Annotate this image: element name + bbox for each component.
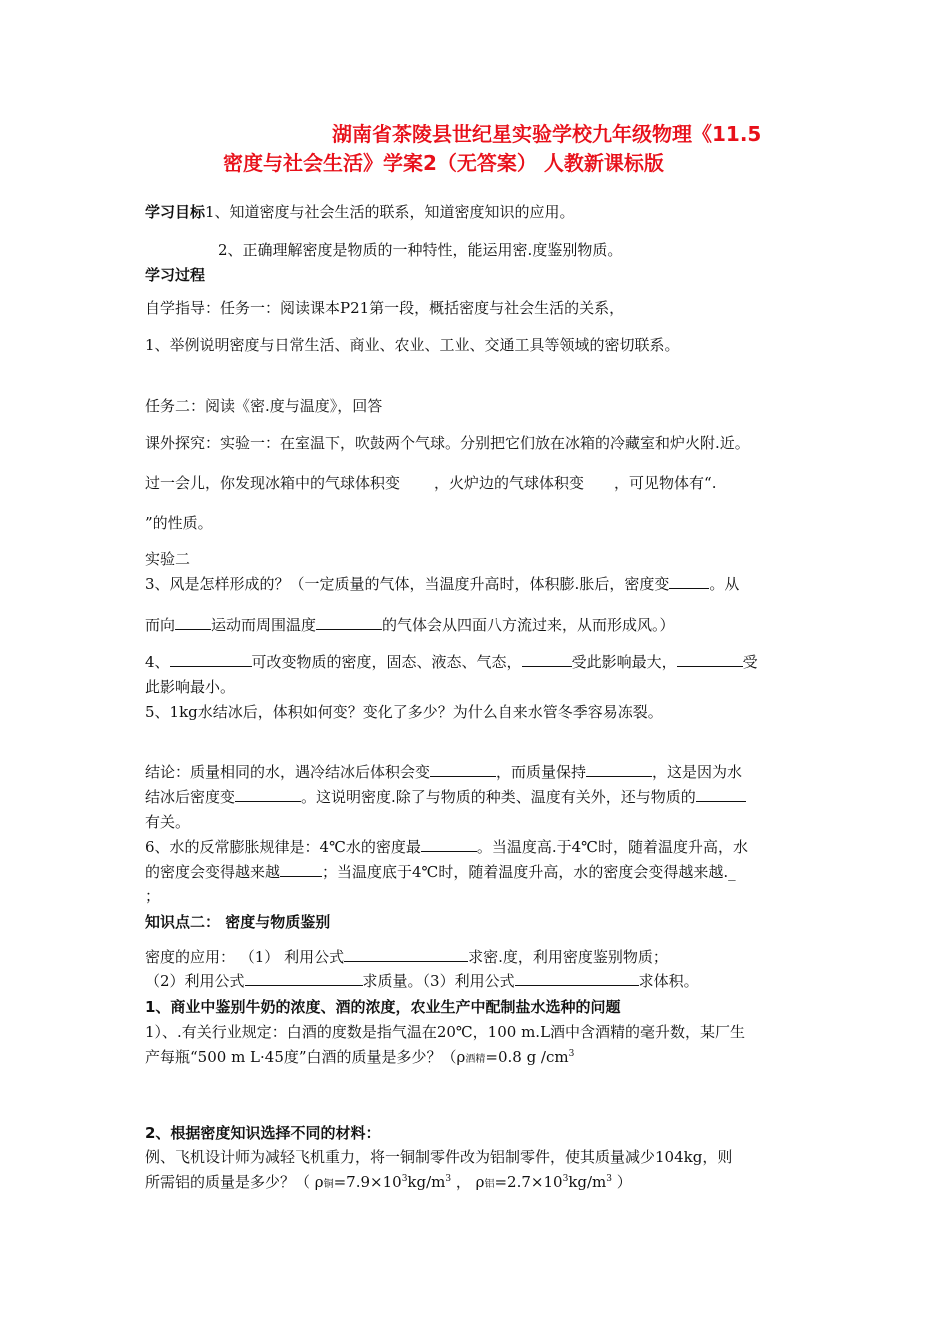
question-6-line-2 <box>145 862 736 882</box>
copper-subscript: 铜 <box>323 1179 334 1190</box>
formula-blank[interactable] <box>245 971 363 986</box>
learning-goals-label: 学习目标 <box>145 203 206 221</box>
app-text-d: 求质量。（3）利用公式 <box>362 972 515 990</box>
example-line-1: 例、飞机设计师为减轻飞机重力，将一铜制零件改为铝制零件，使其质量减少104kg，则 <box>145 1148 733 1166</box>
conc-text-e: 。这说明密度.除了与物质的种类、温度有关外，还与物质的 <box>301 788 696 806</box>
ex-text-c: =7.9×10 <box>333 1173 402 1191</box>
answer-blank[interactable] <box>430 762 496 777</box>
app-text-a: 密度的应用： （1） 利用公式 <box>145 948 345 966</box>
answer-blank[interactable] <box>586 762 652 777</box>
answer-blank[interactable] <box>696 787 746 802</box>
conc-text-b: ，而质量保持 <box>496 763 587 781</box>
aluminum-subscript: 铝 <box>484 1179 495 1190</box>
section-2-heading: 2、根据密度知识选择不同的材料： <box>145 1124 381 1142</box>
exp-superscript: 3 <box>401 1174 408 1184</box>
experiment-1-fill <box>145 473 716 493</box>
density-application-line-2 <box>145 971 699 991</box>
answer-blank[interactable] <box>175 615 211 630</box>
q6-text-b: 。当温度高.于4℃时，随着温度升高，水 <box>476 838 748 856</box>
conc-text-c: ，这是因为水 <box>652 763 743 781</box>
answer-blank[interactable] <box>669 574 709 589</box>
exp1-text-c: ，可见物体有“. <box>614 474 717 492</box>
learning-goal-2: 2、正确理解密度是物质的一种特性，能运用密.度鉴别物质。 <box>218 241 623 259</box>
learning-goal-1 <box>145 202 575 222</box>
question-3-line-2 <box>145 615 675 635</box>
answer-blank[interactable] <box>280 862 322 877</box>
app-text-c: （2）利用公式 <box>145 972 245 990</box>
conc-text-a: 结论：质量相同的水，遇冷结冰后体积会变 <box>145 763 431 781</box>
question-6-line-1 <box>145 837 748 857</box>
answer-blank[interactable] <box>677 652 743 667</box>
answer-blank[interactable] <box>522 652 572 667</box>
ex-text-e: ， ρ <box>451 1173 485 1191</box>
formula-blank[interactable] <box>515 971 639 986</box>
q6-text-d: ；当温度底于4℃时，随着温度升高，水的密度会变得越来越 <box>322 863 724 881</box>
knowledge-point-2-heading: 知识点二： 密度与物质鉴别 <box>145 913 331 931</box>
ex-text-h: ） <box>612 1173 632 1191</box>
ex-text-d: kg/m <box>407 1173 446 1191</box>
conclusion-line-2 <box>145 787 746 807</box>
q3-text-a: 3、风是怎样形成的？（一定质量的气体，当温度升高时，体积膨.胀后，密度变 <box>145 575 670 593</box>
ex-text-f: =2.7×10 <box>494 1173 563 1191</box>
q4-text-c: 受此影响最大， <box>571 653 677 671</box>
formula-blank[interactable] <box>344 947 468 962</box>
conclusion-line-1 <box>145 762 742 782</box>
question-6-line-3: ； <box>145 887 161 905</box>
app-text-e: 求体积。 <box>638 972 699 990</box>
q3-text-e: 的气体会从四面八方流过来，从而形成风。） <box>382 616 675 634</box>
q6-text-e: ._ <box>723 863 736 881</box>
question-5: 5、1kg水结冰后，体积如何变？变化了多少？为什么自来水管冬季容易冻裂。 <box>145 703 663 721</box>
conc-text-d: 结冰后密度变 <box>145 788 236 806</box>
alcohol-subscript: 酒精 <box>465 1054 486 1065</box>
ex-text-g: kg/m <box>568 1173 607 1191</box>
task-2: 任务二：阅读《密.度与温度》，回答 <box>145 397 383 415</box>
density-application-line-1 <box>145 947 668 967</box>
document-title-line-1: 湖南省茶陵县世纪星实验学校九年级物理《11.5 <box>332 122 762 146</box>
q6-text-c: 的密度会变得越来越 <box>145 863 281 881</box>
q3-text-b: 。从 <box>709 575 740 593</box>
ex-text-b: 所需铝的质量是多少？（ ρ <box>145 1173 324 1191</box>
learning-process-heading: 学习过程 <box>145 266 206 284</box>
cube-superscript: 3 <box>568 1049 575 1059</box>
p1-text-c: =0.8 g /cm <box>485 1048 569 1066</box>
question-1: 1、举例说明密度与日常生活、商业、农业、工业、交通工具等领域的密切联系。 <box>145 336 680 354</box>
experiment-1-end: ”的性质。 <box>145 514 213 532</box>
app-text-b: 求密.度，利用密度鉴别物质； <box>468 948 668 966</box>
answer-blank[interactable] <box>421 837 477 852</box>
q6-text-a: 6、水的反常膨胀规律是：4℃水的密度最 <box>145 838 421 856</box>
q4-text-b: 可改变物质的密度，固态、液态、气态， <box>251 653 522 671</box>
q3-text-c: 而向 <box>145 616 176 634</box>
answer-blank[interactable] <box>170 652 252 667</box>
exp1-text-a: 过一会儿，你发现冰箱中的气球体积变 <box>145 474 401 492</box>
cube-superscript: 3 <box>606 1174 613 1184</box>
exp1-text-b: ，火炉边的气球体积变 <box>434 474 585 492</box>
q3-text-d: 运动而周围温度 <box>211 616 317 634</box>
question-3-line-1 <box>145 574 739 594</box>
experiment-2-label: 实验二 <box>145 550 191 568</box>
experiment-1: 课外探究：实验一：在室温下，吹鼓两个气球。分别把它们放在冰箱的冷藏室和炉火附.近。 <box>145 434 750 452</box>
document-title-line-2: 密度与社会生活》学案2（无答案） 人教新课标版 <box>223 151 664 175</box>
question-4-line-1 <box>145 652 758 672</box>
q4-text-a: 4、 <box>145 653 170 671</box>
example-line-2 <box>145 1172 632 1195</box>
answer-blank[interactable] <box>316 615 382 630</box>
self-study-guide: 自学指导：任务一：阅读课本P21第一段，概括密度与社会生活的关系， <box>145 299 625 317</box>
goal-text-1: 1、知道密度与社会生活的联系，知道密度知识的应用。 <box>205 203 575 221</box>
conclusion-line-3: 有关。 <box>145 813 191 831</box>
exp-superscript: 3 <box>562 1174 569 1184</box>
section-1-heading: 1、商业中鉴别牛奶的浓度、酒的浓度，农业生产中配制盐水选种的问题 <box>145 998 621 1016</box>
answer-blank[interactable] <box>235 787 301 802</box>
q4-text-d: 受 <box>742 653 758 671</box>
p1-text-b: 产每瓶“500 m L·45度”白酒的质量是多少？（ρ <box>145 1048 466 1066</box>
cube-superscript: 3 <box>445 1174 452 1184</box>
problem-1-line-2 <box>145 1047 574 1070</box>
question-4-line-2: 此影响最小。 <box>145 678 236 696</box>
problem-1-line-1: 1）、.有关行业规定：白酒的度数是指气温在20℃，100 m.L酒中含酒精的毫升数，某厂生 <box>145 1023 746 1041</box>
